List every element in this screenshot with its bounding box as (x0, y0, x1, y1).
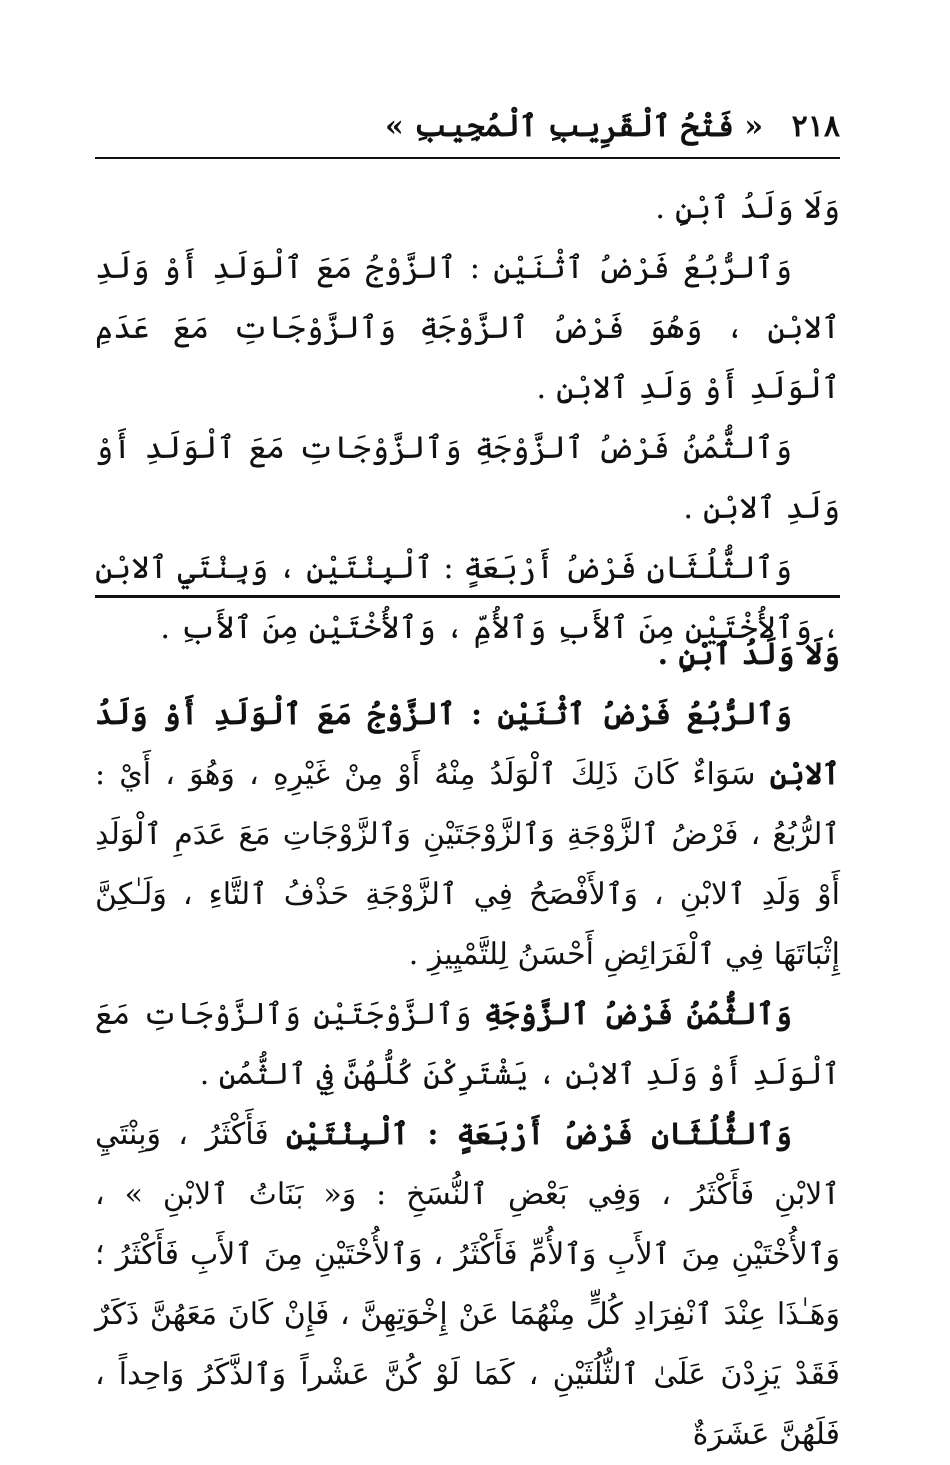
commentary: فَأَكْثَرُ ، وَبِنْتَيِ ٱلابْنِ فَأَكْثَرُ ، وَفِي بَعْضِ ٱلنُّسَخِ : وَ« بَنَاتُ ٱلابْنِ » ، وَٱلأُخْتَيْنِ مِنَ ٱلأَبِ وَٱلأُمِّ فَأَكْثَرُ ، وَٱلأُخْتَيْنِ مِنَ ٱلأَبِ فَأَكْثَرُ ؛ وَهَـٰذَا عِنْدَ ٱنْفِرَادِ كُلٍّ مِنْهُمَا عَنْ إِخْوَتِهِنَّ ، فَإِنْ كَانَ مَعَهُنَّ ذَكَرٌ فَقَدْ يَزِدْنَ عَلَىٰ ٱلثُّلُثَيْنِ ، كَمَا لَوْ كُنَّ عَشْراً وَٱلذَّكَرُ وَاحِداً ، فَلَهُنَّ عَشَرَةٌ (95, 1117, 840, 1452)
header-rule (95, 157, 840, 159)
matn-text (95, 178, 840, 658)
quoted-matn: وَٱلرُّبُعُ فَرْضُ ٱثْنَيْنِ : ٱلزَّوْجُ مَعَ ٱلْوَلَدِ أَوْ وَلَدُ ٱلابْنِ (95, 697, 840, 792)
quoted-matn: وَٱلثُّمُنُ فَرْضُ ٱلزَّوْجَةِ (483, 997, 792, 1032)
matn-paragraph: وَلَا وَلَدُ ٱبْنٍ . (655, 190, 840, 226)
running-title: « فَتْحُ ٱلْقَرِيبِ ٱلْمُجِيبِ » (385, 108, 764, 144)
matn-paragraph: وَٱلثُّلُثَانِ فَرْضُ أَرْبَعَةٍ : ٱلْبِنْتَيْنِ ، وَبِنْتَيِ ٱلابْنِ ، وَٱلأُخْتَيْنِ مِنَ ٱلأَبِ وَٱلأُمِّ ، وَٱلأُخْتَيْنِ مِنَ ٱلأَبِ . (94, 550, 840, 646)
section-divider (95, 595, 840, 598)
commentary: وَٱلزَّوْجَتَيْنِ وَٱلزَّوْجَاتِ مَعَ ٱلْوَلَدِ أَوْ وَلَدِ ٱلابْنِ ، يَشْتَرِكْنَ كُلُّهُنَّ فِي ٱلثُّمُنِ . (95, 997, 840, 1092)
quoted-matn: وَٱلثُّلُثَانِ فَرْضُ أَرْبَعَةٍ : ٱلْبِنْتَيْنِ (286, 1117, 793, 1152)
commentary: سَوَاءٌ كَانَ ذَلِكَ ٱلْوَلَدُ مِنْهُ أَوْ مِنْ غَيْرِهِ ، وَهُوَ ، أَيْ : ٱلرُّبُعُ ، فَرْضُ ٱلزَّوْجَةِ وَٱلزَّوْجَتَيْنِ وَٱلزَّوْجَاتِ مَعَ عَدَمِ ٱلْوَلَدِ أَوْ وَلَدِ ٱلابْنِ ، وَٱلأَفْصَحُ فِي ٱلزَّوْجَةِ حَذْفُ ٱلتَّاءِ ، وَلَـٰكِنَّ إِثْبَاتَهَا فِي ٱلْفَرَائِضِ أَحْسَنُ لِلتَّمْيِيزِ . (95, 757, 840, 972)
page-header (95, 100, 840, 152)
sharh-text (95, 625, 840, 1465)
sharh-paragraph (95, 1105, 840, 1465)
sharh-paragraph: وَلَا وَلَدُ ٱبْنٍ . (657, 637, 840, 672)
sharh-paragraph (95, 685, 840, 985)
matn-paragraph: وَٱلثُّمُنُ فَرْضُ ٱلزَّوْجَةِ وَٱلزَّوْجَاتِ مَعَ ٱلْوَلَدِ أَوْ وَلَدِ ٱلابْنِ . (95, 430, 840, 526)
matn-paragraph: وَٱلرُّبُعُ فَرْضُ ٱثْنَيْنِ : ٱلزَّوْجُ مَعَ ٱلْوَلَدِ أَوْ وَلَدِ ٱلابْنِ ، وَهُوَ فَرْضُ ٱلزَّوْجَةِ وَٱلزَّوْجَاتِ مَعَ عَدَمِ ٱلْوَلَدِ أَوْ وَلَدِ ٱلابْنِ . (95, 250, 840, 406)
sharh-paragraph (95, 985, 840, 1105)
page-number: ٢١٨ (791, 108, 840, 144)
